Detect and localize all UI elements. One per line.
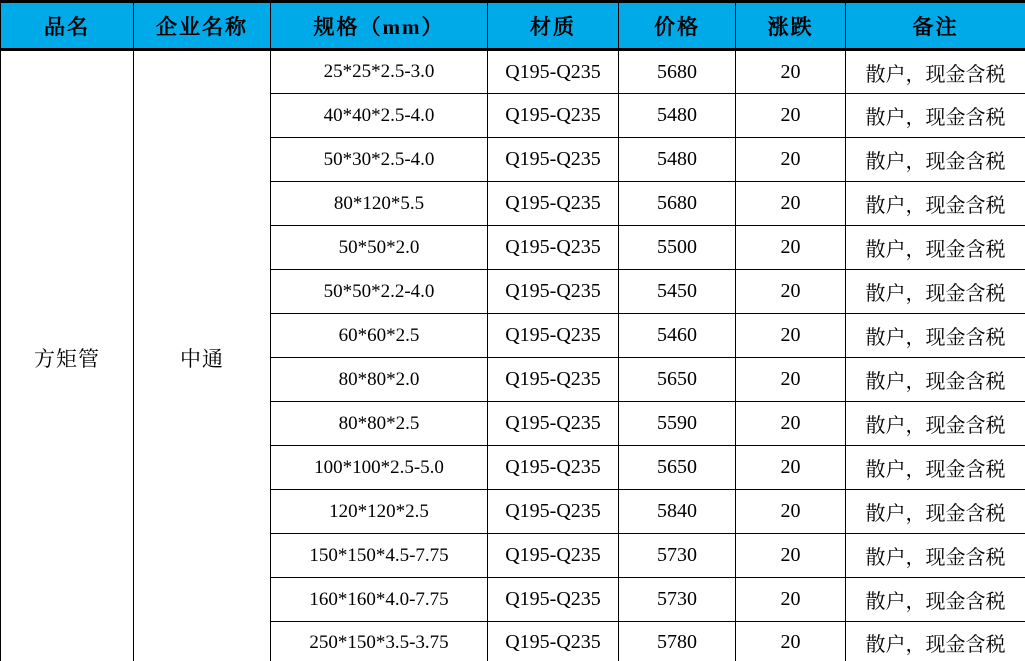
spec-cell: 60*60*2.5 — [271, 314, 488, 358]
spec-cell: 120*120*2.5 — [271, 490, 488, 534]
material-cell: Q195-Q235 — [488, 490, 619, 534]
spec-cell: 50*50*2.0 — [271, 226, 488, 270]
price-cell: 5480 — [619, 138, 736, 182]
spec-cell: 160*160*4.0-7.75 — [271, 578, 488, 622]
product-name-cell: 方矩管 — [1, 50, 134, 661]
change-cell: 20 — [736, 402, 846, 446]
price-cell: 5840 — [619, 490, 736, 534]
col-header-change: 涨跌 — [736, 2, 846, 50]
material-cell: Q195-Q235 — [488, 50, 619, 94]
price-cell: 5730 — [619, 578, 736, 622]
note-cell: 散户，现金含税 — [846, 138, 1025, 182]
col-header-note: 备注 — [846, 2, 1025, 50]
note-cell: 散户，现金含税 — [846, 358, 1025, 402]
note-cell: 散户，现金含税 — [846, 490, 1025, 534]
spec-cell: 50*30*2.5-4.0 — [271, 138, 488, 182]
note-cell: 散户，现金含税 — [846, 314, 1025, 358]
spec-cell: 150*150*4.5-7.75 — [271, 534, 488, 578]
note-cell: 散户，现金含税 — [846, 446, 1025, 490]
price-cell: 5650 — [619, 358, 736, 402]
price-cell: 5450 — [619, 270, 736, 314]
spec-cell: 80*80*2.5 — [271, 402, 488, 446]
material-cell: Q195-Q235 — [488, 446, 619, 490]
price-cell: 5680 — [619, 50, 736, 94]
note-cell: 散户，现金含税 — [846, 182, 1025, 226]
material-cell: Q195-Q235 — [488, 270, 619, 314]
table-row — [1, 50, 1025, 94]
spec-cell: 100*100*2.5-5.0 — [271, 446, 488, 490]
price-cell: 5480 — [619, 94, 736, 138]
note-cell: 散户，现金含税 — [846, 622, 1025, 661]
material-cell: Q195-Q235 — [488, 578, 619, 622]
change-cell: 20 — [736, 94, 846, 138]
spec-cell: 80*120*5.5 — [271, 182, 488, 226]
spec-cell: 50*50*2.2-4.0 — [271, 270, 488, 314]
note-cell: 散户，现金含税 — [846, 578, 1025, 622]
change-cell: 20 — [736, 534, 846, 578]
col-header-product-name: 品名 — [1, 2, 134, 50]
price-cell: 5590 — [619, 402, 736, 446]
price-cell: 5780 — [619, 622, 736, 661]
note-cell: 散户，现金含税 — [846, 534, 1025, 578]
change-cell: 20 — [736, 226, 846, 270]
change-cell: 20 — [736, 270, 846, 314]
material-cell: Q195-Q235 — [488, 314, 619, 358]
note-cell: 散户，现金含税 — [846, 226, 1025, 270]
note-cell: 散户，现金含税 — [846, 270, 1025, 314]
material-cell: Q195-Q235 — [488, 622, 619, 661]
material-cell: Q195-Q235 — [488, 534, 619, 578]
note-cell: 散户，现金含税 — [846, 402, 1025, 446]
price-cell: 5680 — [619, 182, 736, 226]
header-row — [1, 2, 1025, 50]
material-cell: Q195-Q235 — [488, 358, 619, 402]
material-cell: Q195-Q235 — [488, 182, 619, 226]
change-cell: 20 — [736, 446, 846, 490]
material-cell: Q195-Q235 — [488, 226, 619, 270]
note-cell: 散户，现金含税 — [846, 94, 1025, 138]
col-header-company-name: 企业名称 — [134, 2, 271, 50]
col-header-material: 材质 — [488, 2, 619, 50]
spec-cell: 40*40*2.5-4.0 — [271, 94, 488, 138]
price-cell: 5460 — [619, 314, 736, 358]
spec-cell: 80*80*2.0 — [271, 358, 488, 402]
company-name-cell: 中通 — [134, 50, 271, 661]
col-header-spec: 规格（mm） — [271, 2, 488, 50]
change-cell: 20 — [736, 358, 846, 402]
change-cell: 20 — [736, 182, 846, 226]
price-cell: 5730 — [619, 534, 736, 578]
col-header-price: 价格 — [619, 2, 736, 50]
change-cell: 20 — [736, 314, 846, 358]
spec-cell: 250*150*3.5-3.75 — [271, 622, 488, 661]
change-cell: 20 — [736, 578, 846, 622]
price-cell: 5500 — [619, 226, 736, 270]
material-cell: Q195-Q235 — [488, 402, 619, 446]
change-cell: 20 — [736, 490, 846, 534]
spec-cell: 25*25*2.5-3.0 — [271, 50, 488, 94]
material-cell: Q195-Q235 — [488, 138, 619, 182]
note-cell: 散户，现金含税 — [846, 50, 1025, 94]
price-cell: 5650 — [619, 446, 736, 490]
change-cell: 20 — [736, 138, 846, 182]
change-cell: 20 — [736, 50, 846, 94]
change-cell: 20 — [736, 622, 846, 661]
material-cell: Q195-Q235 — [488, 94, 619, 138]
